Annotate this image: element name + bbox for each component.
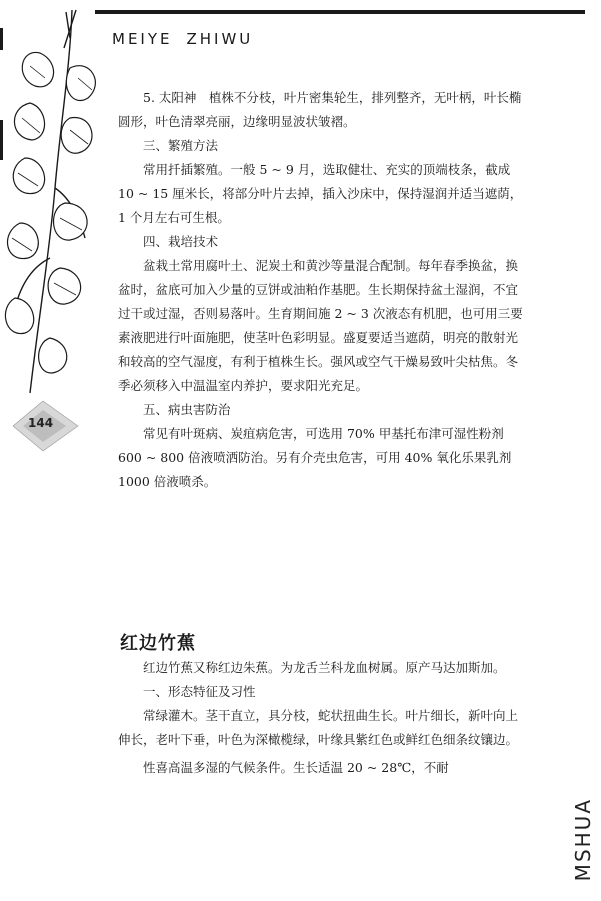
page-number: 144 <box>28 416 54 430</box>
section-heading-5: 五、病虫害防治 <box>143 402 231 417</box>
section-heading-3: 三、繁殖方法 <box>143 138 219 153</box>
paragraph-propagation: 常用扦插繁殖。一般 5 ~ 9 月，选取健壮、充实的顶端枝条，截成 10 ~ 15 厘米长，将部分叶片去掉，插入沙床中，保持湿润并适当遮荫，1 个月左右可生根。 <box>118 162 523 225</box>
header-title-part2: ZHIWU <box>186 30 254 48</box>
article-intro: 红边竹蕉又称红边朱蕉。为龙舌兰科龙血树属。原产马达加斯加。 <box>143 660 506 675</box>
running-header <box>112 30 253 48</box>
header-rule <box>95 10 585 14</box>
list-item-5: 5. 太阳神 植株不分枝，叶片密集轮生，排列整齐，无叶柄，叶长椭圆形，叶色清翠亮丽，边缘明显波状皱褶。 <box>118 90 522 129</box>
article-heading-1: 一、形态特征及习性 <box>143 684 256 699</box>
article-body <box>118 656 526 780</box>
article-title: 红边竹蕉 <box>120 633 196 654</box>
section-heading-4: 四、栽培技术 <box>143 234 219 249</box>
paragraph-cultivation: 盆栽土常用腐叶土、泥炭土和黄沙等量混合配制。每年春季换盆，换盆时，盆底可加入少量的豆饼或油粕作基肥。生长期保持盆土湿润，不宜过干或过湿，否则易落叶。生育期间施 2 ~ 3 次液态有机肥，也可用三要素液肥进行叶面施肥，使茎叶色彩明显。盛夏要适当遮荫，明亮的散射光和较高的空气湿度，有利于植株生长。强风或空气干燥易致叶尖枯焦。冬季必须移入中温温室内养护，要求阳光充足。 <box>118 258 523 393</box>
paragraph-morphology: 常绿灌木。茎干直立，具分枝，蛇状扭曲生长。叶片细长，新叶向上伸长，老叶下垂，叶色为深橄榄绿，叶缘具紫红色或鲜红色细条纹镶边。 <box>118 708 519 747</box>
watermark: MSHUA <box>571 797 595 881</box>
header-title-part1: MEIYE <box>112 30 173 48</box>
section-top <box>118 86 526 494</box>
paragraph-habit: 性喜高温多湿的气候条件。生长适温 20 ~ 28℃，不耐 <box>143 760 449 775</box>
paragraph-pest-control: 常见有叶斑病、炭疽病危害，可选用 70% 甲基托布津可湿性粉剂 600 ~ 800 倍液喷洒防治。另有介壳虫危害，可用 40% 氧化乐果乳剂 1000 倍液喷杀。 <box>118 426 512 489</box>
vine-illustration-icon <box>0 8 110 398</box>
